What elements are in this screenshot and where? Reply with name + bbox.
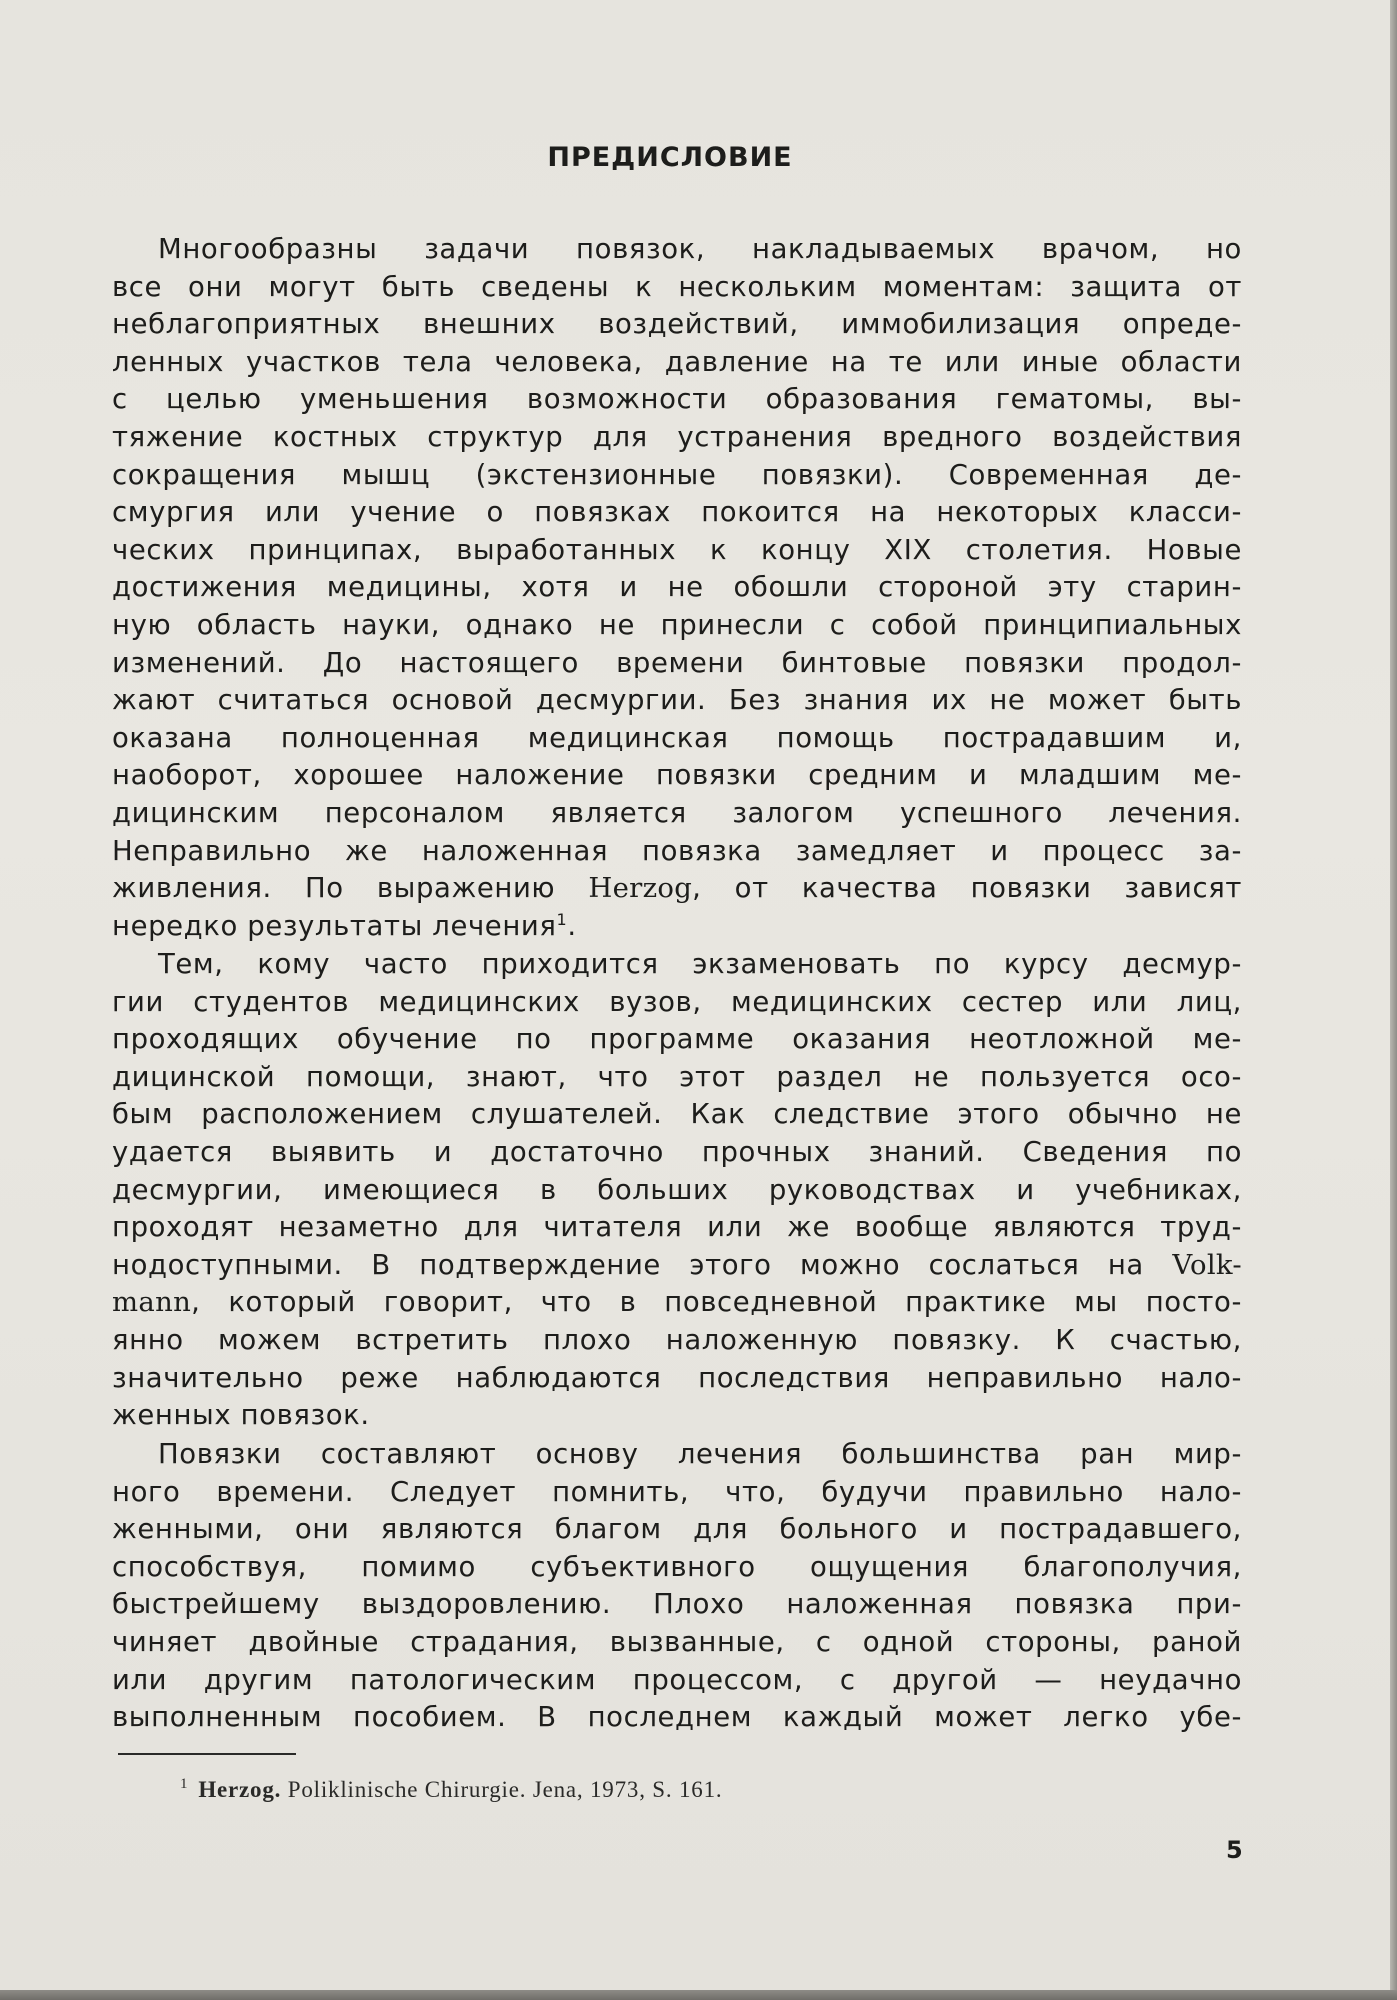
text-line: Многообразны задачи повязок, накладываемых врачом, но	[158, 233, 1242, 265]
text-line: тяжение костных структур для устранения вредного воздействия	[112, 420, 1242, 453]
text-line: проходящих обучение по программе оказания неотложной ме-	[112, 1023, 1242, 1056]
text-line: достижения медицины, хотя и не обошли стороной эту старин-	[112, 571, 1242, 604]
text-line: бым расположением слушателей. Как следствие этого обычно не	[112, 1098, 1242, 1131]
author-name-volkmann: Volk-	[1172, 1248, 1242, 1281]
text-line	[112, 1247, 1242, 1285]
text-line: быстрейшему выздоровлению. Плохо наложенная повязка при-	[112, 1588, 1242, 1621]
text-line: Повязки составляют основу лечения большинства ран мир-	[158, 1438, 1242, 1470]
footnote-text: Poliklinische Chirurgie. Jena, 1973, S. 161.	[287, 1777, 723, 1802]
text-line: дицинским персоналом является залогом успешного лечения.	[112, 796, 1242, 829]
text-line: ческих принципах, выработанных к концу XIX столетия. Новые	[112, 533, 1242, 566]
text-line: сокращения мышц (экстензионные повязки). Современная де-	[112, 458, 1242, 491]
page-edge-right	[1390, 0, 1397, 2000]
footnote-author: Herzog.	[198, 1777, 282, 1802]
text-line: ного времени. Следует помнить, что, будучи правильно нало-	[112, 1475, 1242, 1508]
text-line: наоборот, хорошее наложение повязки средним и младшим ме-	[112, 759, 1242, 792]
text-line: Неправильно же наложенная повязка замедляет и процесс за-	[112, 834, 1242, 867]
text-line: женных повязок.	[112, 1399, 370, 1432]
author-name-herzog: Herzog	[588, 872, 693, 905]
text-fragment: нодоступными. В подтверждение этого можно сослаться на	[112, 1248, 1173, 1281]
text-line: с целью уменьшения возможности образования гематомы, вы-	[112, 383, 1242, 416]
text-line: янно можем встретить плохо наложенную повязку. К счастью,	[112, 1323, 1242, 1356]
paragraph-1	[112, 231, 1242, 945]
text-fragment: .	[567, 909, 577, 942]
text-line: гии студентов медицинских вузов, медицинских сестер или лиц,	[112, 985, 1242, 1018]
footnote-mark: 1	[180, 1776, 189, 1793]
text-line: изменений. До настоящего времени бинтовые повязки продол-	[112, 646, 1242, 679]
text-line: десмургии, имеющиеся в больших руководствах и учебниках,	[112, 1173, 1242, 1206]
text-line: выполненным пособием. В последнем каждый может легко убе-	[112, 1701, 1242, 1734]
text-line: ленных участков тела человека, давление на те или иные области	[112, 345, 1242, 378]
text-line	[112, 1284, 1242, 1322]
text-line: оказана полноценная медицинская помощь пострадавшим и,	[112, 721, 1242, 754]
footnote-reference[interactable]: 1	[556, 909, 568, 929]
text-line: женными, они являются благом для больного и пострадавшего,	[112, 1513, 1242, 1546]
author-name-volkmann-cont: mann	[112, 1286, 192, 1319]
text-line: удается выявить и достаточно прочных знаний. Сведения по	[112, 1135, 1242, 1168]
page-title: ПРЕДИСЛОВИЕ	[547, 142, 793, 173]
text-line: смургия или учение о повязках покоится на некоторых класси-	[112, 496, 1242, 529]
text-line: значительно реже наблюдаются последствия неправильно нало-	[112, 1361, 1242, 1394]
footnote-divider	[118, 1753, 296, 1755]
text-fragment: живления. По выражению	[112, 872, 589, 905]
text-line	[112, 870, 1242, 908]
text-line	[112, 908, 1242, 946]
text-line: способствуя, помимо субъективного ощущения благополучия,	[112, 1550, 1242, 1583]
text-line: Тем, кому часто приходится экзаменовать по курсу десмур-	[158, 948, 1242, 980]
text-fragment: , который говорит, что в повседневной практике мы посто-	[191, 1286, 1242, 1319]
text-line: дицинской помощи, знают, что этот раздел не пользуется осо-	[112, 1060, 1242, 1093]
page-edge-bottom	[0, 1990, 1397, 2000]
text-line: неблагоприятных внешних воздействий, иммобилизация опреде-	[112, 308, 1242, 341]
text-line: или другим патологическим процессом, с другой — неудачно	[112, 1663, 1242, 1696]
text-line: проходят незаметно для читателя или же вообще являются труд-	[112, 1211, 1242, 1244]
text-line: чиняет двойные страдания, вызванные, с одной стороны, раной	[112, 1625, 1242, 1658]
text-line: все они могут быть сведены к нескольким моментам: защита от	[112, 270, 1242, 303]
paragraph-2	[112, 946, 1242, 1435]
text-fragment: нередко результаты лечения	[112, 909, 557, 942]
page-number: 5	[1226, 1836, 1243, 1864]
text-line: жают считаться основой десмургии. Без знания их не может быть	[112, 684, 1242, 717]
text-line: ную область науки, однако не принесли с собой принципиальных	[112, 608, 1242, 641]
text-fragment: , от качества повязки зависят	[692, 872, 1242, 905]
footnote	[180, 1777, 722, 1803]
paragraph-3	[112, 1436, 1242, 1737]
